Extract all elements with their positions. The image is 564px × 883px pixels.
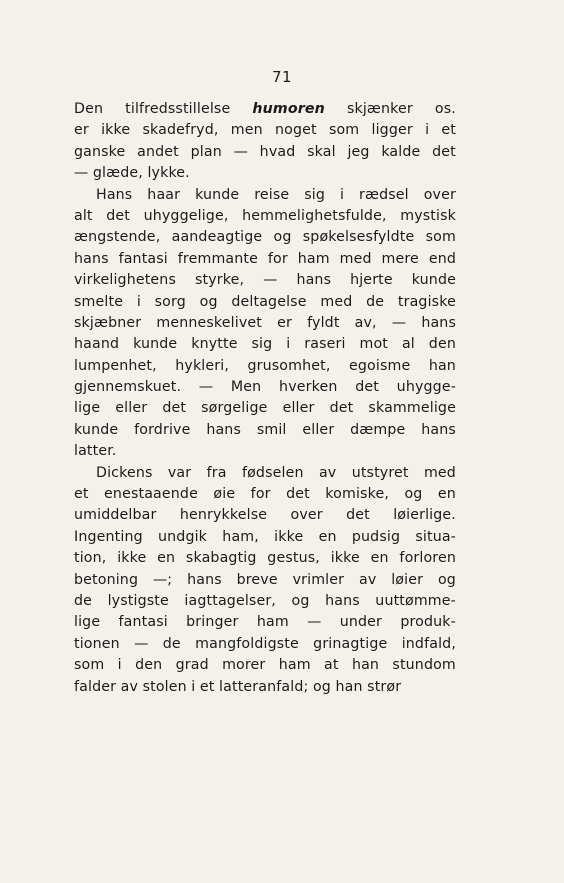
- paragraph: [74, 463, 456, 698]
- text-line: et enestaaende øie for det komiske, og en: [74, 486, 456, 503]
- text-line: — glæde, lykke.: [74, 165, 190, 182]
- text-line: latter.: [74, 443, 117, 460]
- paragraph: [74, 185, 456, 463]
- text-line: ængstende, aandeagtige og spøkelsesfyldte som: [74, 229, 456, 246]
- text-line: lige fantasi bringer ham — under produk-: [74, 614, 456, 631]
- text-line: de lystigste iagttagelser, og hans uuttømme-: [74, 592, 456, 609]
- text-line: hans fantasi fremmante for ham med mere end: [74, 250, 456, 267]
- text-line: Ingenting undgik ham, ikke en pudsig situa-: [74, 528, 456, 545]
- text-line: kunde fordrive hans smil eller dæmpe hans: [74, 421, 456, 438]
- text-line: alt det uhyggelige, hemmelighetsfulde, mystisk: [74, 207, 456, 224]
- text-line: lige eller det sørgelige eller det skammelige: [74, 400, 456, 417]
- text-line: som i den grad morer ham at han stundom: [74, 657, 456, 674]
- text-line: Dickens var fra fødselen av utstyret med: [96, 464, 456, 481]
- body-text: [74, 99, 456, 698]
- text-line: umiddelbar henrykkelse over det løierlige.: [74, 507, 456, 524]
- text-line: tion, ikke en skabagtig gestus, ikke en forloren: [74, 550, 456, 567]
- text-line: Den tilfredsstillelse humoren skjænker os.: [74, 101, 456, 117]
- text-line: er ikke skadefryd, men noget som ligger i et: [74, 122, 456, 139]
- text-line: virkelighetens styrke, — hans hjerte kunde: [74, 272, 456, 289]
- text-line: tionen — de mangfoldigste grinagtige indfald,: [74, 635, 456, 652]
- text-line: betoning —; hans breve vrimler av løier og: [74, 571, 456, 588]
- text-line: haand kunde knytte sig i raseri mot al den: [74, 336, 456, 353]
- text-line: Hans haar kunde reise sig i rædsel over: [96, 186, 456, 203]
- text-line: gjennemskuet. — Men hverken det uhygge-: [74, 379, 456, 396]
- text-line: skjæbner menneskelivet er fyldt av, — hans: [74, 314, 456, 331]
- text-line: falder av stolen i et latteranfald; og han strør: [74, 678, 402, 695]
- text-line: lumpenhet, hykleri, grusomhet, egoisme han: [74, 357, 456, 374]
- page-number: 71: [271, 68, 293, 86]
- text-line: smelte i sorg og deltagelse med de tragiske: [74, 293, 456, 310]
- text-line: ganske andet plan — hvad skal jeg kalde det: [74, 143, 456, 160]
- paragraph: [74, 99, 456, 185]
